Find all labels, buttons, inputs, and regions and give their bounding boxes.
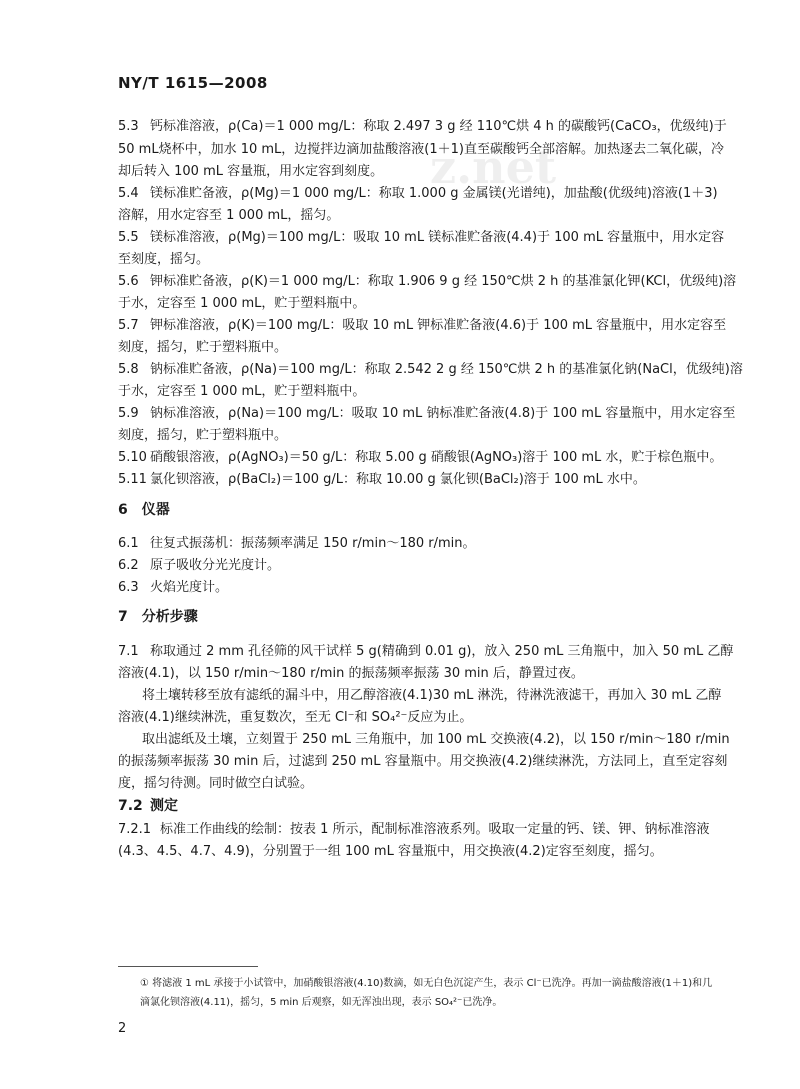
clause-6-3 [118,580,228,596]
clause-text: 原子吸收分光光度计。 [150,558,281,573]
section-7-heading: 7 分析步骤 [118,609,198,625]
clause-5-3-line-1 [118,119,727,135]
clause-5-9-line-2: 刻度，摇匀，贮于塑料瓶中。 [118,428,288,443]
page-number: 2 [118,1021,127,1036]
clause-text: 硝酸银溶液，ρ(AgNO₃)＝50 g/L：称取 5.00 g 硝酸银(AgNO₃)溶于 100 mL 水，贮于棕色瓶中。 [150,450,723,465]
clause-7-1-para-2-line-1: 将土壤转移至放有滤纸的漏斗中，用乙醇溶液(4.1)30 mL 淋洗，待淋洗液滤干，再加入 30 mL 乙醇 [142,688,722,703]
clause-7-1-para-2-line-2: 溶液(4.1)继续淋洗，重复数次，至无 Cl⁻和 SO₄²⁻反应为止。 [118,710,473,725]
clause-5-4-line-1 [118,186,718,202]
clause-text: 往复式振荡机：振荡频率满足 150 r/min～180 r/min。 [150,536,476,551]
clause-5-7-line-1 [118,318,726,334]
clause-text: 镁标准贮备液，ρ(Mg)＝1 000 mg/L：称取 1.000 g 金属镁(光谱纯)，加盐酸(优级纯)溶液(1＋3) [150,186,718,201]
footnote-line-2: 滴氯化钡溶液(4.11)，摇匀，5 min 后观察，如无浑浊出现，表示 SO₄²⁻已洗净。 [140,997,503,1008]
clause-text: 称取通过 2 mm 孔径筛的风干试样 5 g(精确到 0.01 g)，放入 250 mL 三角瓶中，加入 50 mL 乙醇 [150,644,734,659]
clause-text: 氯化钡溶液，ρ(BaCl₂)＝100 g/L：称取 10.00 g 氯化钡(BaCl₂)溶于 100 mL 水中。 [150,472,646,487]
clause-5-5-line-2: 至刻度，摇匀。 [118,252,210,267]
clause-7-1-line-1 [118,644,733,660]
clause-5-10 [118,450,722,466]
standard-code-header: NY/T 1615—2008 [118,74,268,92]
clause-7-1-line-2: 溶液(4.1)，以 150 r/min～180 r/min 的振荡频率振荡 30 min 后，静置过夜。 [118,666,584,681]
clause-text: 钾标准贮备液，ρ(K)＝1 000 mg/L：称取 1.906 9 g 经 150℃烘 2 h 的基准氯化钾(KCl，优级纯)溶 [150,274,737,289]
clause-7-2-1-line-2: (4.3、4.5、4.7、4.9)，分别置于一组 100 mL 容量瓶中，用交换液(4.2)定容至刻度，摇匀。 [118,844,663,859]
clause-number: 5.9 [118,406,139,421]
clause-7-1-para-3-line-3: 度，摇匀待测。同时做空白试验。 [118,776,314,791]
clause-number: 6.1 [118,536,139,551]
clause-text: 钠标准溶液，ρ(Na)＝100 mg/L：吸取 10 mL 钠标准贮备液(4.8)于 100 mL 容量瓶中，用水定容至 [150,406,736,421]
clause-text: 钙标准溶液，ρ(Ca)＝1 000 mg/L：称取 2.497 3 g 经 110℃烘 4 h 的碳酸钙(CaCO₃，优级纯)于 [150,119,727,134]
clause-number: 7.1 [118,644,139,659]
clause-5-6-line-1 [118,274,736,290]
clause-number: 7.2 [118,798,143,814]
clause-7-2-heading [118,798,178,814]
clause-5-4-line-2: 溶解，用水定容至 1 000 mL，摇匀。 [118,208,340,223]
clause-5-5-line-1 [118,230,724,246]
clause-text: 火焰光度计。 [150,580,229,595]
footnote-separator [118,966,258,967]
clause-text: 标准工作曲线的绘制：按表 1 所示，配制标准溶液系列。吸取一定量的钙、镁、钾、钠标准溶液 [160,822,710,837]
clause-text: 镁标准溶液，ρ(Mg)＝100 mg/L：吸取 10 mL 镁标准贮备液(4.4)于 100 mL 容量瓶中，用水定容 [150,230,725,245]
clause-number: 5.8 [118,362,139,377]
clause-number: 5.5 [118,230,139,245]
clause-number: 5.10 [118,450,147,465]
clause-6-2 [118,558,280,574]
clause-5-11 [118,472,646,488]
clause-text: 测定 [150,798,178,814]
clause-5-7-line-2: 刻度，摇匀，贮于塑料瓶中。 [118,340,288,355]
clause-5-3-line-2: 50 mL烧杯中，加水 10 mL，边搅拌边滴加盐酸溶液(1＋1)直至碳酸钙全部溶解。加热逐去二氧化碳，冷 [118,142,724,157]
clause-number: 6.3 [118,580,139,595]
clause-text: 钾标准溶液，ρ(K)＝100 mg/L：吸取 10 mL 钾标准贮备液(4.6)于 100 mL 容量瓶中，用水定容至 [150,318,727,333]
clause-text: 钠标准贮备液，ρ(Na)＝100 mg/L：称取 2.542 2 g 经 150℃烘 2 h 的基准氯化钠(NaCl，优级纯)溶 [150,362,743,377]
watermark: z.net [430,140,557,194]
clause-number: 5.4 [118,186,139,201]
clause-7-1-para-3-line-1: 取出滤纸及土壤，立刻置于 250 mL 三角瓶中，加 100 mL 交换液(4.2)，以 150 r/min～180 r/min [142,732,730,747]
clause-5-6-line-2: 于水，定容至 1 000 mL，贮于塑料瓶中。 [118,296,366,311]
clause-5-8-line-2: 于水，定容至 1 000 mL，贮于塑料瓶中。 [118,384,366,399]
footnote-line-1: ① 将滤液 1 mL 承接于小试管中，加硝酸银溶液(4.10)数滴，如无白色沉淀产生，表示 Cl⁻已洗净。再加一滴盐酸溶液(1＋1)和几 [140,978,713,989]
clause-number: 5.3 [118,119,139,134]
clause-number: 5.11 [118,472,147,487]
clause-number: 6.2 [118,558,139,573]
clause-number: 7.2.1 [118,822,152,837]
clause-number: 5.6 [118,274,139,289]
section-6-heading: 6 仪器 [118,502,170,518]
clause-number: 5.7 [118,318,139,333]
clause-7-1-para-3-line-2: 的振荡频率振荡 30 min 后，过滤到 250 mL 容量瓶中。用交换液(4.2)继续淋洗，方法同上，直至定容刻 [118,754,728,769]
clause-5-9-line-1 [118,406,735,422]
clause-5-3-line-3: 却后转入 100 mL 容量瓶，用水定容到刻度。 [118,164,384,179]
clause-5-8-line-1 [118,362,743,378]
clause-7-2-1-line-1 [118,822,710,838]
clause-6-1 [118,536,476,552]
